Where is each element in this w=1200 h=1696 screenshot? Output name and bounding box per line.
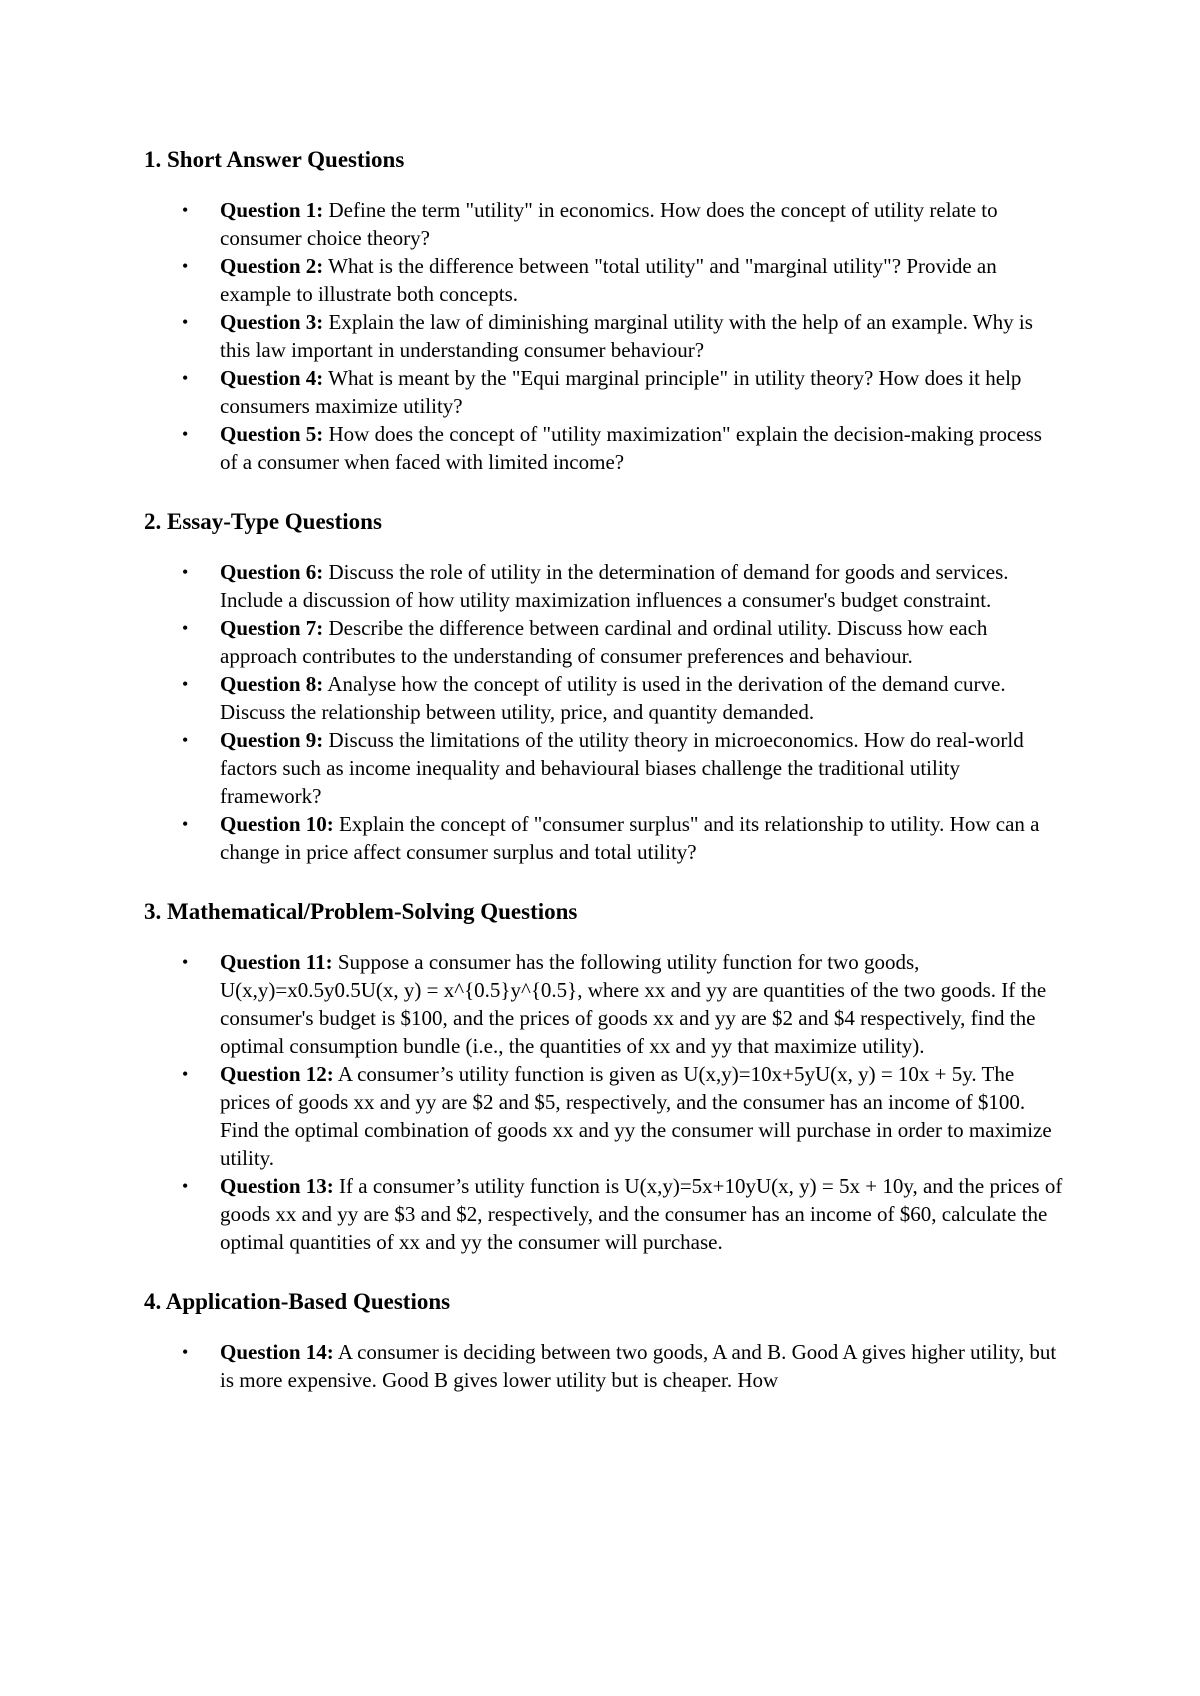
question-text: Explain the law of diminishing marginal utility with the help of an example. Why is this law important in understanding consumer behaviour? (220, 310, 1033, 362)
question-5 (144, 420, 1064, 476)
question-text: Explain the concept of "consumer surplus" and its relationship to utility. How can a change in price affect consumer surplus and total utility? (220, 812, 1040, 864)
bullet-icon: • (182, 562, 189, 582)
document-content (144, 146, 1064, 1426)
question-text: If a consumer’s utility function is U(x,y)=5x+10yU(x, y) = 5x + 10y, and the prices of goods xx and yy are $3 and $2, respectively, and the consumer has an income of $60, calculate the optimal quantities of xx and yy the consumer will purchase. (220, 1174, 1063, 1254)
question-2 (144, 252, 1064, 308)
question-label: Question 9: (220, 728, 324, 752)
question-label: Question 6: (220, 560, 324, 584)
question-text: How does the concept of "utility maximization" explain the decision-making process of a consumer when faced with limited income? (220, 422, 1042, 474)
question-list-essay (144, 558, 1064, 866)
question-list-application (144, 1338, 1064, 1394)
question-12 (144, 1060, 1064, 1172)
question-label: Question 7: (220, 616, 324, 640)
bullet-icon: • (182, 312, 189, 332)
section-heading-short-answer: 1. Short Answer Questions (144, 147, 405, 172)
question-9 (144, 726, 1064, 810)
question-4 (144, 364, 1064, 420)
question-label: Question 3: (220, 310, 324, 334)
bullet-icon: • (182, 256, 189, 276)
question-text: Define the term "utility" in economics. How does the concept of utility relate to consumer choice theory? (220, 198, 998, 250)
question-label: Question 2: (220, 254, 324, 278)
question-list-short-answer (144, 196, 1064, 476)
question-text: Discuss the role of utility in the determination of demand for goods and services. Include a discussion of how utility maximization influences a consumer's budget constraint. (220, 560, 1009, 612)
question-label: Question 8: (220, 672, 324, 696)
question-text: Describe the difference between cardinal and ordinal utility. Discuss how each approach contributes to the understanding of consumer preferences and behaviour. (220, 616, 988, 668)
question-label: Question 13: (220, 1174, 334, 1198)
bullet-icon: • (182, 424, 189, 444)
question-label: Question 5: (220, 422, 324, 446)
bullet-icon: • (182, 368, 189, 388)
question-label: Question 14: (220, 1340, 334, 1364)
question-8 (144, 670, 1064, 726)
question-7 (144, 614, 1064, 670)
section-heading-essay: 2. Essay-Type Questions (144, 509, 382, 534)
question-13 (144, 1172, 1064, 1256)
question-label: Question 10: (220, 812, 334, 836)
section-heading-mathematical: 3. Mathematical/Problem-Solving Questions (144, 899, 578, 924)
question-10 (144, 810, 1064, 866)
question-6 (144, 558, 1064, 614)
question-text: A consumer is deciding between two goods, A and B. Good A gives higher utility, but is more expensive. Good B gives lower utility but is cheaper. How (220, 1340, 1057, 1392)
question-text: What is meant by the "Equi marginal principle" in utility theory? How does it help consumers maximize utility? (220, 366, 1022, 418)
question-list-mathematical (144, 948, 1064, 1256)
bullet-icon: • (182, 814, 189, 834)
question-label: Question 1: (220, 198, 324, 222)
question-14 (144, 1338, 1064, 1394)
bullet-icon: • (182, 1064, 189, 1084)
bullet-icon: • (182, 200, 189, 220)
bullet-icon: • (182, 674, 189, 694)
question-text: Discuss the limitations of the utility theory in microeconomics. How do real-world factors such as income inequality and behavioural biases challenge the traditional utility framework? (220, 728, 1024, 808)
question-label: Question 4: (220, 366, 324, 390)
bullet-icon: • (182, 1176, 189, 1196)
bullet-icon: • (182, 952, 189, 972)
bullet-icon: • (182, 1342, 189, 1362)
question-text: What is the difference between "total utility" and "marginal utility"? Provide an example to illustrate both concepts. (220, 254, 997, 306)
question-text: Analyse how the concept of utility is used in the derivation of the demand curve. Discuss the relationship between utility, price, and quantity demanded. (220, 672, 1006, 724)
question-label: Question 11: (220, 950, 333, 974)
question-11 (144, 948, 1064, 1060)
question-label: Question 12: (220, 1062, 334, 1086)
question-text: A consumer’s utility function is given as U(x,y)=10x+5yU(x, y) = 10x + 5y. The prices of goods xx and yy are $2 and $5, respectively, and the consumer has an income of $100. Find the optimal combination of goods xx and yy the consumer will purchase in order to maximize utility. (220, 1062, 1052, 1170)
section-heading-application: 4. Application-Based Questions (144, 1289, 451, 1314)
question-3 (144, 308, 1064, 364)
question-text: Suppose a consumer has the following utility function for two goods, U(x,y)=x0.5y0.5U(x, y) = x^{0.5}y^{0.5}, where xx and yy are quantities of the two goods. If the consumer's budget is $100, and the prices of goods xx and yy are $2 and $4 respectively, find the optimal consumption bundle (i.e., the quantities of xx and yy that maximize utility). (220, 950, 1047, 1058)
bullet-icon: • (182, 730, 189, 750)
bullet-icon: • (182, 618, 189, 638)
question-1 (144, 196, 1064, 252)
